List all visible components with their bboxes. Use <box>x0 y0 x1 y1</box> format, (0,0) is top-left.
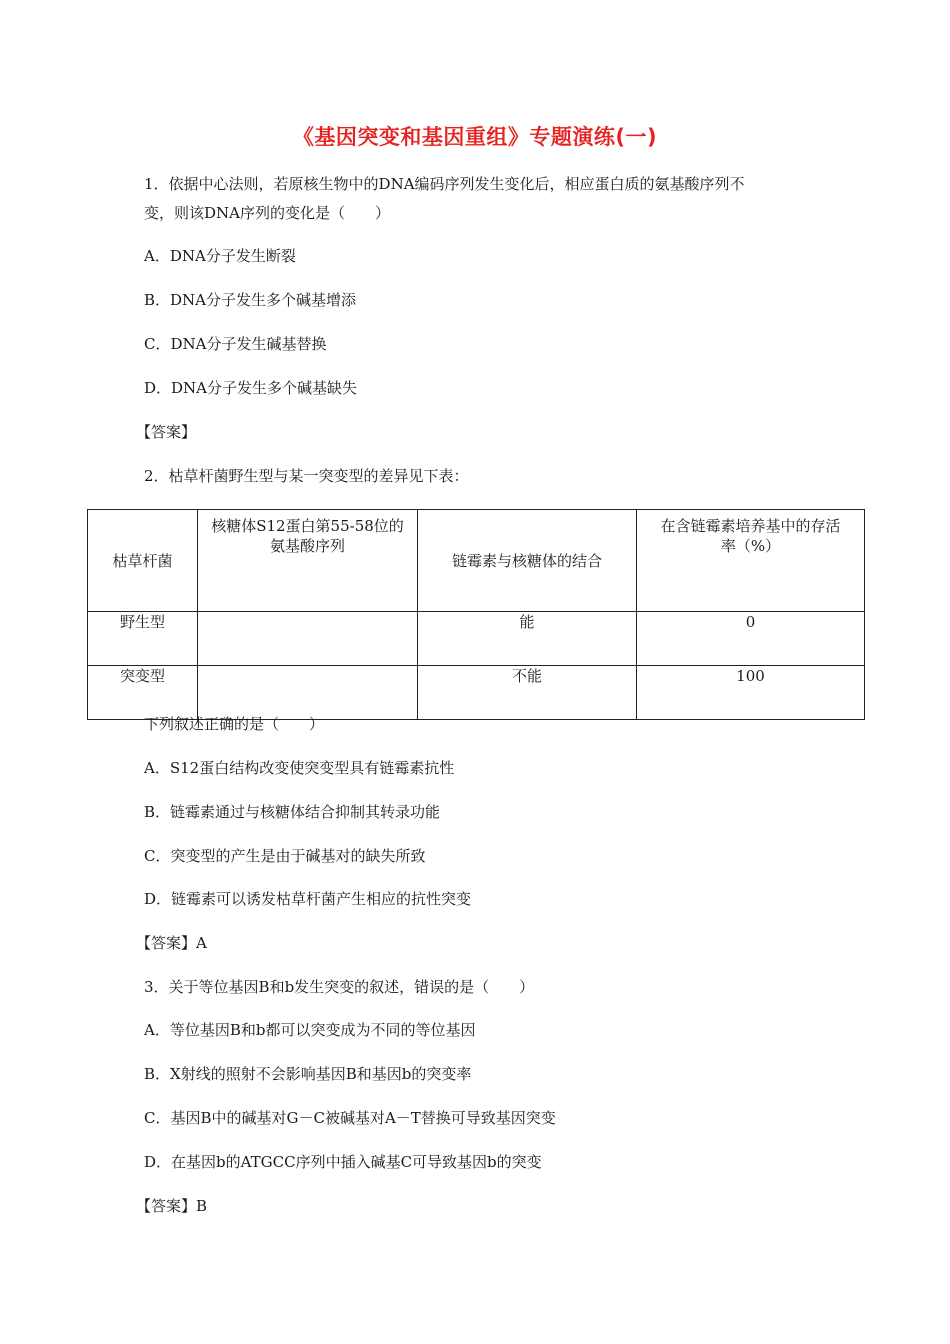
table-cell: 突变型 <box>88 666 198 720</box>
q1-option-a: A．DNA分子发生断裂 <box>144 247 296 265</box>
page-title: 《基因突变和基因重组》专题演练(一) <box>292 125 658 149</box>
table-header-row <box>88 510 865 612</box>
table-cell: 能 <box>418 612 637 666</box>
q2-option-c: C．突变型的产生是由于碱基对的缺失所致 <box>144 847 426 865</box>
table-cell: 0 <box>637 612 865 666</box>
q3-option-b: B．X射线的照射不会影响基因B和基因b的突变率 <box>144 1065 472 1083</box>
table-cell: 不能 <box>418 666 637 720</box>
q1-stem-line2: 变，则该DNA序列的变化是（ ） <box>144 204 390 222</box>
q2-option-d: D．链霉素可以诱发枯草杆菌产生相应的抗性突变 <box>144 890 472 908</box>
header-cell-binding: 链霉素与核糖体的结合 <box>418 510 637 612</box>
q3-answer: 【答案】B <box>136 1197 208 1215</box>
q1-option-b: B．DNA分子发生多个碱基增添 <box>144 291 357 309</box>
q3-stem: 3．关于等位基因B和b发生突变的叙述，错误的是（ ） <box>144 978 535 996</box>
q2-option-b: B．链霉素通过与核糖体结合抑制其转录功能 <box>144 803 441 821</box>
table-cell: 野生型 <box>88 612 198 666</box>
header-cell-survival <box>637 510 865 612</box>
header-cell-sequence <box>198 510 418 612</box>
q1-option-d: D．DNA分子发生多个碱基缺失 <box>144 379 358 397</box>
q1-stem-line1: 1．依据中心法则，若原核生物中的DNA编码序列发生变化后，相应蛋白质的氨基酸序列不 <box>144 175 745 193</box>
header-sequence-line2: 氨基酸序列 <box>269 537 345 555</box>
q3-option-a: A．等位基因B和b都可以突变成为不同的等位基因 <box>144 1021 476 1039</box>
q2-option-a: A．S12蛋白结构改变使突变型具有链霉素抗性 <box>144 759 455 777</box>
q3-option-d: D．在基因b的ATGCC序列中插入碱基C可导致基因b的突变 <box>144 1153 542 1171</box>
q1-option-c: C．DNA分子发生碱基替换 <box>144 335 327 353</box>
table-row <box>88 666 865 720</box>
q3-option-c: C．基因B中的碱基对G－C被碱基对A－T替换可导致基因突变 <box>144 1109 556 1127</box>
comparison-table <box>87 509 865 720</box>
table-row <box>88 612 865 666</box>
header-survival-line2: 率（%） <box>720 537 781 555</box>
q1-answer: 【答案】 <box>136 423 197 441</box>
header-cell-strain: 枯草杆菌 <box>88 510 198 612</box>
q2-prompt: 下列叙述正确的是（ ） <box>144 715 325 733</box>
table-cell <box>198 612 418 666</box>
table-cell <box>198 666 418 720</box>
table-cell: 100 <box>637 666 865 720</box>
q2-stem: 2．枯草杆菌野生型与某一突变型的差异见下表： <box>144 467 469 485</box>
header-sequence-line1: 核糖体S12蛋白第55-58位的 <box>211 517 404 535</box>
header-survival-line1: 在含链霉素培养基中的存活 <box>660 517 841 535</box>
q2-answer: 【答案】A <box>136 934 207 952</box>
